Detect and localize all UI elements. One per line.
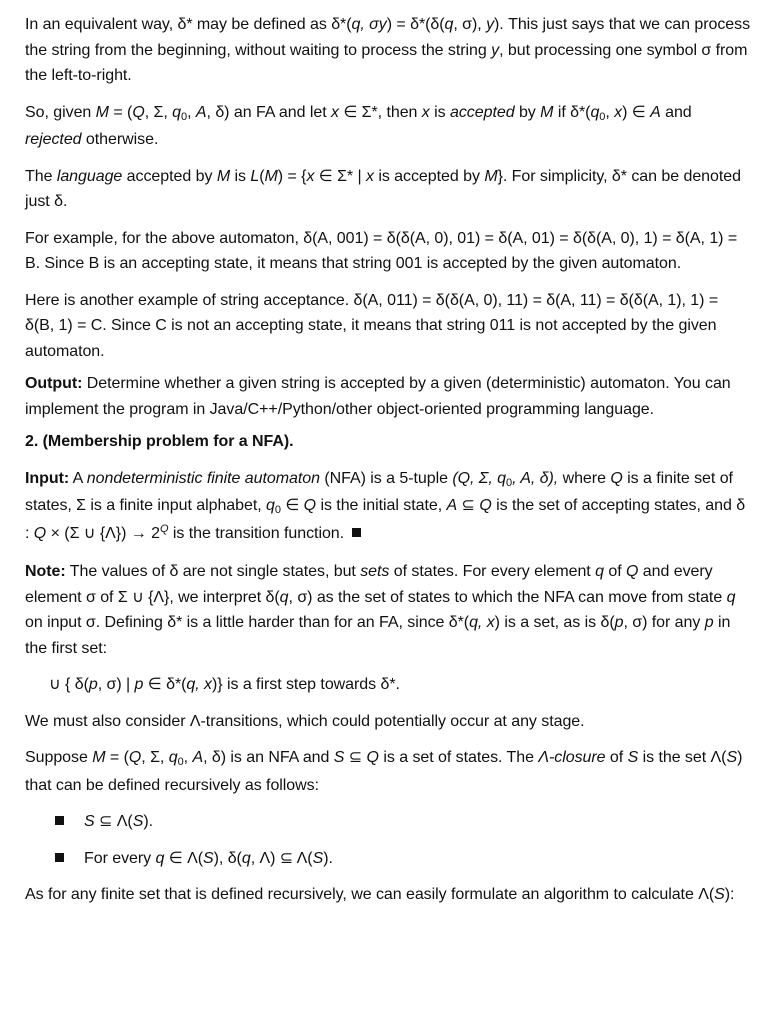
paragraph-example-rejected: Here is another example of string acceptance. δ(A, 011) = δ(δ(A, 0), 11) = δ(A, 11) = δ(δ(A, 1), 1) = δ(B, 1) = C. Since C is not an accepting state, it means that string 011 is not accepted by the given automaton. xyxy=(25,291,719,360)
end-of-definition-square-icon xyxy=(352,528,361,537)
bullet-item-recursive: For every q ∈ Λ(S), δ(q, Λ) ⊆ Λ(S). xyxy=(25,846,751,872)
paragraph-example-accepted: For example, for the above automaton, δ(A, 001) = δ(δ(A, 0), 01) = δ(A, 01) = δ(δ(A, 0), 1) = δ(A, 1) = B. Since B is an accepting state, it means that string 001 is accepted by the given automaton. xyxy=(25,229,738,272)
bullet-square-icon xyxy=(55,816,64,825)
paragraph-delta-star-equivalent: In an equivalent way, δ* may be defined as δ*(q, σy) = δ*(δ(q, σ), y). This just says that we can process the string from the beginning, without waiting to process the string y, but processing one symbol σ from the left-to-right. xyxy=(25,16,751,84)
paragraph-acceptance-definition: So, given M = (Q, Σ, q0, A, δ) an FA and let x ∈ Σ*, then x is accepted by M if δ*(q0, x) ∈ A and rejected otherwise. xyxy=(25,103,692,148)
paragraph-nfa-note: Note: The values of δ are not single states, but sets of states. For every element q of Q and every element σ of Σ ∪ {Λ}, we interpret δ(q, σ) as the set of states to which the NFA can move from state q on input σ. Defining δ* is a little harder than for an FA, since δ*(q, x) is a set, as is δ(p, σ) for any p in the first set: xyxy=(25,563,736,657)
bullet-item-base: S ⊆ Λ(S). xyxy=(25,809,751,835)
paragraph-output: Output: Determine whether a given string is accepted by a given (deterministic) automaton. You can implement the program in Java/C++/Python/other object-oriented programming language. xyxy=(25,375,731,418)
bullet-square-icon xyxy=(55,853,64,862)
section-heading-nfa: 2. (Membership problem for a NFA). xyxy=(25,433,294,450)
paragraph-lambda-closure-definition: Suppose M = (Q, Σ, q0, A, δ) is an NFA and S ⊆ Q is a set of states. The Λ-closure of S is the set Λ(S) that can be defined recursively as follows: xyxy=(25,749,743,794)
paragraph-language-definition: The language accepted by M is L(M) = {x ∈ Σ* | x is accepted by M}. For simplicity, δ* can be denoted just δ. xyxy=(25,167,741,210)
paragraph-lambda-transitions: We must also consider Λ-transitions, which could potentially occur at any stage. xyxy=(25,712,585,730)
paragraph-nfa-input: Input: A nondeterministic finite automaton (NFA) is a 5-tuple (Q, Σ, q0, A, δ), where Q is a finite set of states, Σ is a finite input alphabet, q0 ∈ Q is the initial state, A ⊆ Q is the set of accepting states, and δ : Q × (Σ ∪ $\{\Lambda\}) \to 2^Q$ is the transition function. xyxy=(25,469,746,542)
paragraph-union-formula: ∪ { δ(p, σ) | p ∈ δ*(q, x)} is a first step towards δ*. xyxy=(49,676,400,693)
paragraph-closure-algorithm-intro: As for any finite set that is defined recursively, we can easily formulate an algorithm to calculate Λ(S): xyxy=(25,886,735,903)
